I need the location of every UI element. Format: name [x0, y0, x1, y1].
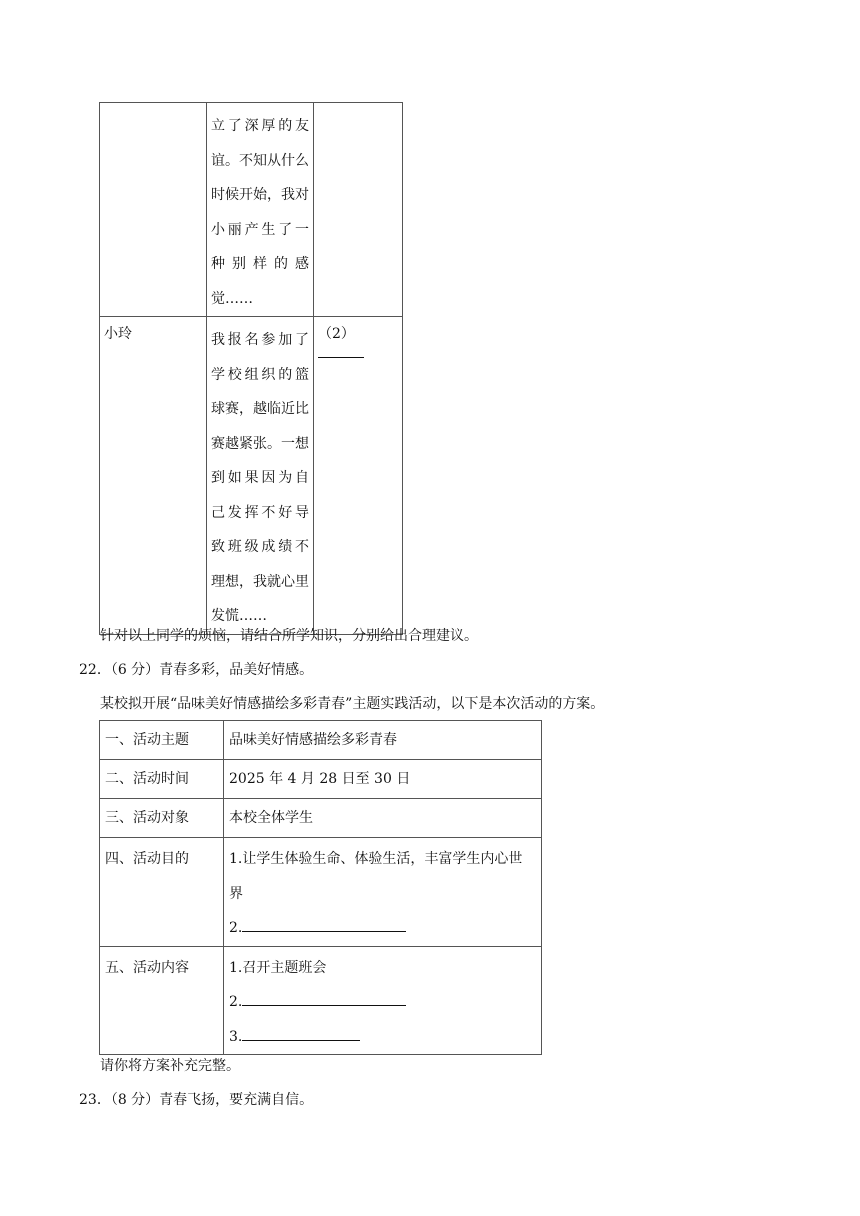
question-22-title: 22．（6 分）青春多彩，品美好情感。	[79, 662, 314, 678]
answer-blank[interactable]	[318, 343, 364, 358]
plan-key-cell: 二、活动时间	[100, 760, 224, 799]
table-row	[100, 760, 542, 799]
instruction-text: 针对以上同学的烦恼，请结合所学知识，分别给出合理建议。	[100, 628, 478, 644]
student-name-cell	[100, 103, 207, 317]
question-22-intro: 某校拟开展“品味美好情感描绘多彩青春”主题实践活动，以下是本次活动的方案。	[100, 696, 605, 712]
plan-value-cell: 1.让学生体验生命、体验生活，丰富学生内心世 界 2.	[224, 838, 542, 947]
answer-blank[interactable]	[242, 991, 406, 1006]
trouble-description-cell: 我报名参加了 学校组织的篮 球赛，越临近比 赛越紧张。一想 到如果因为自 己发挥不好导 致班级成绩不 理想，我就心里 发慌……	[207, 317, 314, 635]
plan-value-cell: 1.召开主题班会 2. 3.	[224, 946, 542, 1055]
answer-blank[interactable]	[242, 1026, 360, 1041]
trouble-description-cell: 立了深厚的友 谊。不知从什么 时候开始，我对 小丽产生了一 种别样的感 觉……	[207, 103, 314, 317]
table-row	[100, 721, 542, 760]
activity-plan-table	[99, 720, 542, 1055]
table-row	[100, 103, 403, 317]
troubles-table	[99, 102, 403, 635]
plan-key-cell: 一、活动主题	[100, 721, 224, 760]
question-22-instruction: 请你将方案补充完整。	[100, 1058, 240, 1074]
plan-key-cell: 五、活动内容	[100, 946, 224, 1055]
plan-value-cell: 品味美好情感描绘多彩青春	[224, 721, 542, 760]
advice-cell	[314, 317, 403, 635]
advice-label: （2）	[318, 326, 355, 342]
table-row	[100, 317, 403, 635]
plan-key-cell: 三、活动对象	[100, 799, 224, 838]
table-row	[100, 799, 542, 838]
plan-value-cell: 2025 年 4 月 28 日至 30 日	[224, 760, 542, 799]
plan-key-cell: 四、活动目的	[100, 838, 224, 947]
plan-value-cell: 本校全体学生	[224, 799, 542, 838]
question-23-title: 23．（8 分）青春飞扬，要充满自信。	[79, 1092, 314, 1108]
student-name-cell: 小玲	[100, 317, 207, 635]
answer-blank[interactable]	[242, 917, 406, 932]
advice-cell	[314, 103, 403, 317]
table-row	[100, 946, 542, 1055]
table-row	[100, 838, 542, 947]
